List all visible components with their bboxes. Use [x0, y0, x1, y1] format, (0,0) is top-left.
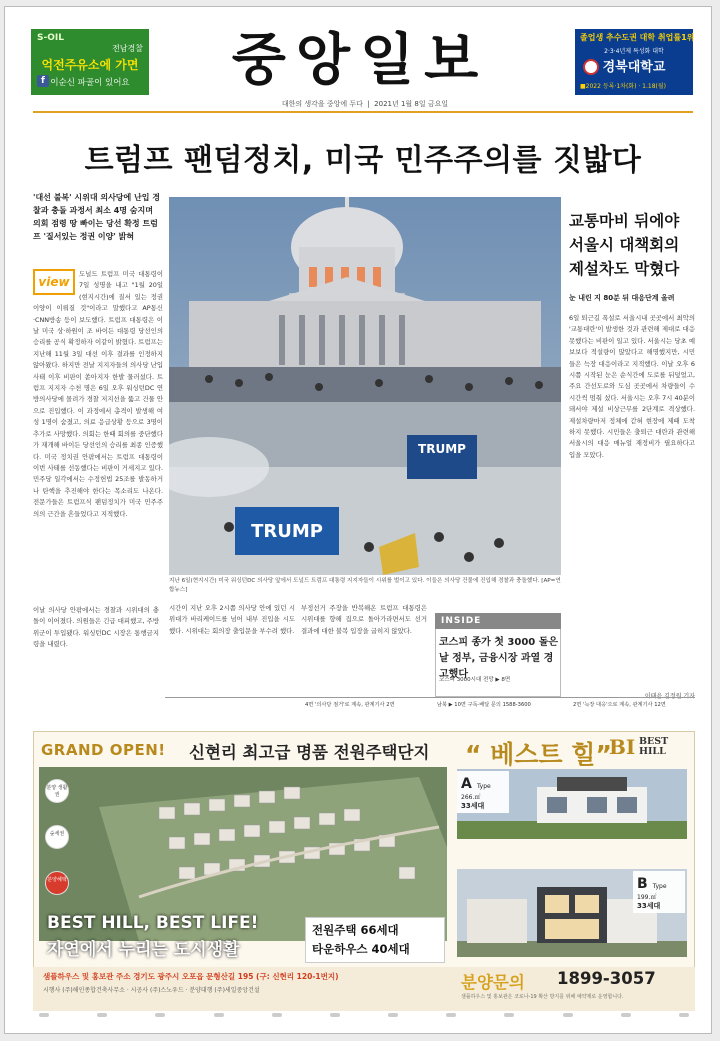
ad-right-line1: 졸업생 추수도권 대학 취업률1위	[580, 33, 695, 42]
type-b-count: 33세대	[637, 902, 661, 910]
issue-date: 2021년 1월 8일 금요일	[374, 100, 449, 108]
footer-divider	[165, 697, 695, 698]
ad-bottom-note: 샘플하우스 및 홍보관은 코로나-19 확산 방지를 위해 예약제로 운영합니다.	[461, 994, 624, 1000]
units-box	[305, 917, 445, 963]
sales-phone-number[interactable]: 1899-3057	[557, 969, 656, 988]
continued-column-1: 이날 의사당 안팎에서는 경찰과 시위대의 충돌이 이어졌다. 의원들은 긴급 대피했고, 주방위군이 투입됐다. 워싱턴DC 시장은 통행금지령을 내렸다.	[33, 606, 159, 649]
footer-note-1: 4면 '의사당 점거'로 계속, 관계기사 2면	[305, 702, 395, 708]
capitol-photo[interactable]	[169, 197, 561, 575]
registration-marks	[33, 1013, 695, 1019]
lead-deck: '대선 불복' 시위대 의사당에 난입 경찰과 충돌 과정서 최소 4명 숨지며 의회 점령 땅 빠이는 당선 확정 트럼프 '질서있는 정권 이양' 밝혀	[33, 193, 161, 241]
facebook-icon: f	[37, 75, 49, 87]
type-b-letter: B	[637, 876, 648, 892]
units-townhouse: 타운하우스 40세대	[312, 942, 410, 956]
newspaper-front-page	[4, 6, 712, 1034]
type-a-count: 33세대	[461, 802, 485, 810]
sales-inquiry-label: 분양문의	[461, 973, 525, 992]
lead-article-text: 도널드 트럼프 미국 대통령이 7일 성명을 내고 "1월 20일(현지시간)에 질서 있는 정권 이양이 이뤄질 것"이라고 말했다고 AP통신·CNN방송 등이 보도했다. 트럼프 대통령은 이날 미국 상·하원이 조 바이든 대통령 당선인의 승리를 공식 확정하자 이같이 밝혔다. 트럼프는 지난해 11월 3일 대선 이후 결과를 인정하지 않아왔다. 하지만 전날 지지자들의 의사당 난입 사태 이후 비판이 쏟아지자 한발 물러섰다. 트럼프 지지자 수천 명은 6일 오후 워싱턴DC 연방의사당에 몰려가 경찰 저지선을 뚫고 건물 안으로 진입했다. 이 과정에서 총격이 발생해 여성 1명이 숨졌고, 의료 응급상황 등으로 3명이 추가로 사망했다. 의회는 한때 회의를 중단했다가 재개해 바이든 당선인의 승리를 최종 인증했다. 미국 정치권 안팎에서는 트럼프 대통령이 이번 사태를 선동했다는 비판이 거세지고 있다. 민주당 일각에서는 수정헌법 25조를 발동하거나 탄핵을 추진해야 한다는 목소리도 나온다. 전문가들은 트럼프식 팬덤정치가 미국 민주주의의 근간을 흔들었다고 지적했다.	[33, 270, 163, 518]
flag-trump-2: TRUMP	[251, 521, 323, 542]
badge-forest: 숲세권	[45, 825, 69, 849]
masthead: 중앙일보	[231, 27, 489, 93]
ad-slogan-english: BEST HILL, BEST LIFE!	[47, 913, 259, 933]
ad-right-line4: ■2022 등록·1차(화) · 1.18(월)	[580, 83, 666, 90]
badge-lifestyle: 분양 생활권	[45, 779, 69, 803]
units-detached: 전원주택 66세대	[312, 923, 399, 937]
type-b-area: 199.㎡	[637, 894, 657, 901]
type-a-area: 266.㎡	[461, 794, 481, 801]
university-emblem-icon	[583, 59, 599, 75]
inside-label: INSIDE	[435, 613, 561, 629]
header-divider	[33, 111, 693, 113]
ad-brand-name: “ 베스트 힐”	[465, 740, 612, 769]
footer-note-2: 남북 ▶ 10면 구독·배달 문의 1588-3600	[437, 702, 531, 708]
best-hill-logo-name: BEST HILL	[639, 736, 669, 757]
view-badge: view	[33, 269, 75, 295]
ad-right-line2: 2·3·4년제 특성화 대학	[604, 48, 664, 55]
ad-grand-open: GRAND OPEN!	[41, 741, 166, 759]
type-a-sub: Type	[476, 783, 491, 790]
ad-line2: 억전주유소에 가면	[41, 58, 139, 72]
footer-note-3: 2면 '늑장 대응'으로 계속, 관계기사 12면	[573, 702, 666, 708]
continued-column-2: 시간이 지난 오후 2시쯤 의사당 안에 있던 시위대가 바리케이드를 넘어 내부 진입을 시도했다. 시위대는 회의장 출입문을 부수려 했다.	[169, 604, 295, 635]
tagline: 대한의 생각을 중앙에 두다	[281, 100, 363, 108]
header-right-ad[interactable]	[575, 29, 693, 95]
ad-right-line3: 경북대학교	[602, 60, 666, 75]
ad-address: 샘플하우스 및 홍보관 주소 경기도 광주시 오포읍 문형산길 195 (구: 신현리 120-1번지)	[43, 972, 339, 981]
ad-logo: S-OIL	[37, 33, 64, 43]
inside-note: 코스피 3000시대 전망 ▶ 8면	[439, 677, 511, 683]
right-article-title[interactable]: 교통마비 뒤에야 서울시 대책회의 제설차도 막혔다	[569, 212, 680, 278]
ad-line1: 전남경찰	[112, 44, 143, 53]
type-b-sub: Type	[652, 883, 667, 890]
photo-caption: 지난 6일(현지시간) 미국 워싱턴DC 의사당 앞에서 도널드 트럼프 대통령 지지자들이 시위를 벌이고 있다. 이들은 의사당 건물에 진입해 경찰과 충돌했다. [AP=연합뉴스]	[169, 578, 561, 593]
ad-line3: 이순신 파골이 있어요	[50, 78, 130, 88]
type-a-label	[457, 771, 509, 813]
badge-benefit: 분양혜택	[45, 871, 69, 895]
best-hill-logo-mark: BI	[609, 735, 636, 759]
capitol-photo-illustration	[169, 197, 561, 575]
ad-description: 신현리 최고급 명품 전원주택단지	[189, 743, 430, 762]
flag-trump-1: TRUMP	[418, 442, 466, 456]
tagline-row: 대한의 생각을 중앙에 두다 | 2021년 1월 8일 금요일	[281, 100, 449, 108]
main-headline[interactable]: 트럼프 팬덤정치, 미국 민주주의를 짓밟다	[84, 143, 642, 178]
right-article-body: 6일 퇴근길 폭설로 서울시내 곳곳에서 최악의 '교통대란'이 발생한 것과 관련해 제대로 대응 못했다는 비판이 일고 있다. 서울시는 당초 예보보다 적설량이 많았다고 해명했지만, 시민들은 늑장 대응이라고 지적했다. 이날 오후 6시쯤 시작된 눈은 순식간에 도로를 뒤덮었고, 주요 간선도로와 도심 곳곳에서 차량들이 수 시간씩 멈춰 섰다. 서울시는 오후 7시 40분이 돼서야 제설 비상근무를 2단계로 격상했다. 제설차량마저 정체에 갇혀 현장에 제때 도착하지 못했다. 시민들은 출퇴근 대란과 관련해 서울시의 대응 매뉴얼 재정비가 필요하다고 입을 모았다.	[569, 314, 695, 459]
type-a-letter: A	[461, 776, 472, 792]
right-article-byline	[569, 691, 695, 700]
continued-column-3: 부정선거 주장을 반복해온 트럼프 대통령은 시위대를 향해 집으로 돌아가라면서도 선거 결과에 대한 불복 입장을 굽히지 않았다.	[301, 604, 427, 635]
ad-companies: 시행사 (주)해인종합건축사무소 · 시공사 (주)스노우드 · 분양대행 (주)세일중앙건설	[43, 987, 260, 994]
right-article-subtitle: 눈 내린 지 80분 뒤 대응단계 올려	[569, 294, 675, 302]
inside-headline[interactable]: 코스피 종가 첫 3000 돌은 날 정부, 금융시장 과열 경고했다	[439, 637, 559, 680]
header-left-ad[interactable]	[31, 29, 149, 95]
ad-slogan-korean: 자연에서 누리는 도시생활	[47, 940, 240, 960]
type-b-label	[633, 871, 685, 913]
